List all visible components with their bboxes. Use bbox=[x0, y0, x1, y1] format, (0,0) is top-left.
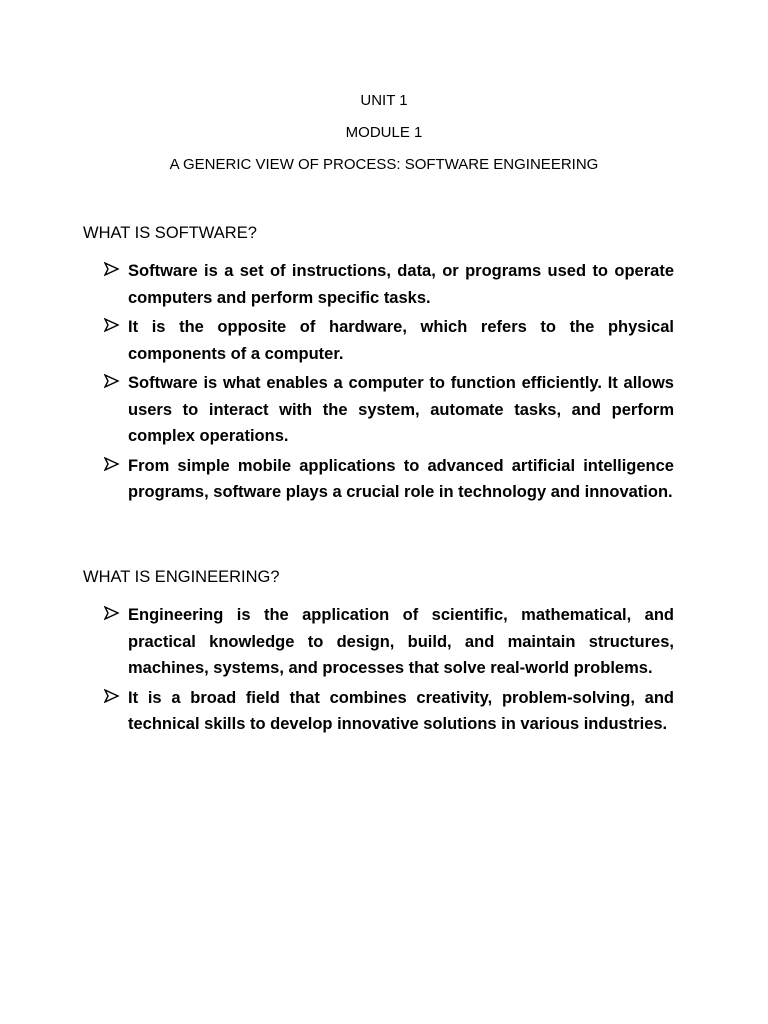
list-item bbox=[104, 602, 674, 682]
arrowhead-bullet-icon bbox=[104, 262, 120, 276]
section-heading-engineering: WHAT IS ENGINEERING? bbox=[83, 568, 280, 586]
bullet-text: It is a broad field that combines creativity, problem-solving, and technical skills to develop innovative solutions in various industries. bbox=[128, 688, 674, 733]
bullet-text: From simple mobile applications to advanced artificial intelligence programs, software plays a crucial role in technology and innovation. bbox=[128, 456, 674, 501]
arrowhead-bullet-icon bbox=[104, 318, 120, 332]
arrowhead-bullet-icon bbox=[104, 606, 120, 620]
list-item bbox=[104, 370, 674, 450]
list-item bbox=[104, 685, 674, 738]
section-heading-software: WHAT IS SOFTWARE? bbox=[83, 224, 257, 242]
bullet-list-software bbox=[104, 258, 674, 509]
bullet-text: Software is what enables a computer to function efficiently. It allows users to interact with the system, automate tasks, and perform complex operations. bbox=[128, 374, 674, 445]
arrowhead-bullet-icon bbox=[104, 457, 120, 471]
unit-label: UNIT 1 bbox=[360, 92, 408, 109]
bullet-text: Engineering is the application of scientific, mathematical, and practical knowledge to design, build, and maintain structures, machines, systems, and processes that solve real-world problems. bbox=[128, 606, 674, 677]
arrowhead-bullet-icon bbox=[104, 374, 120, 388]
module-label: MODULE 1 bbox=[345, 124, 423, 141]
list-item bbox=[104, 314, 674, 367]
arrowhead-bullet-icon bbox=[104, 689, 120, 703]
bullet-text: It is the opposite of hardware, which refers to the physical components of a computer. bbox=[128, 318, 674, 363]
bullet-list-engineering bbox=[104, 602, 674, 741]
list-item bbox=[104, 453, 674, 506]
document-title: A GENERIC VIEW OF PROCESS: SOFTWARE ENGINEERING bbox=[169, 156, 599, 173]
bullet-text: Software is a set of instructions, data, or programs used to operate computers and perform specific tasks. bbox=[128, 262, 674, 307]
list-item bbox=[104, 258, 674, 311]
